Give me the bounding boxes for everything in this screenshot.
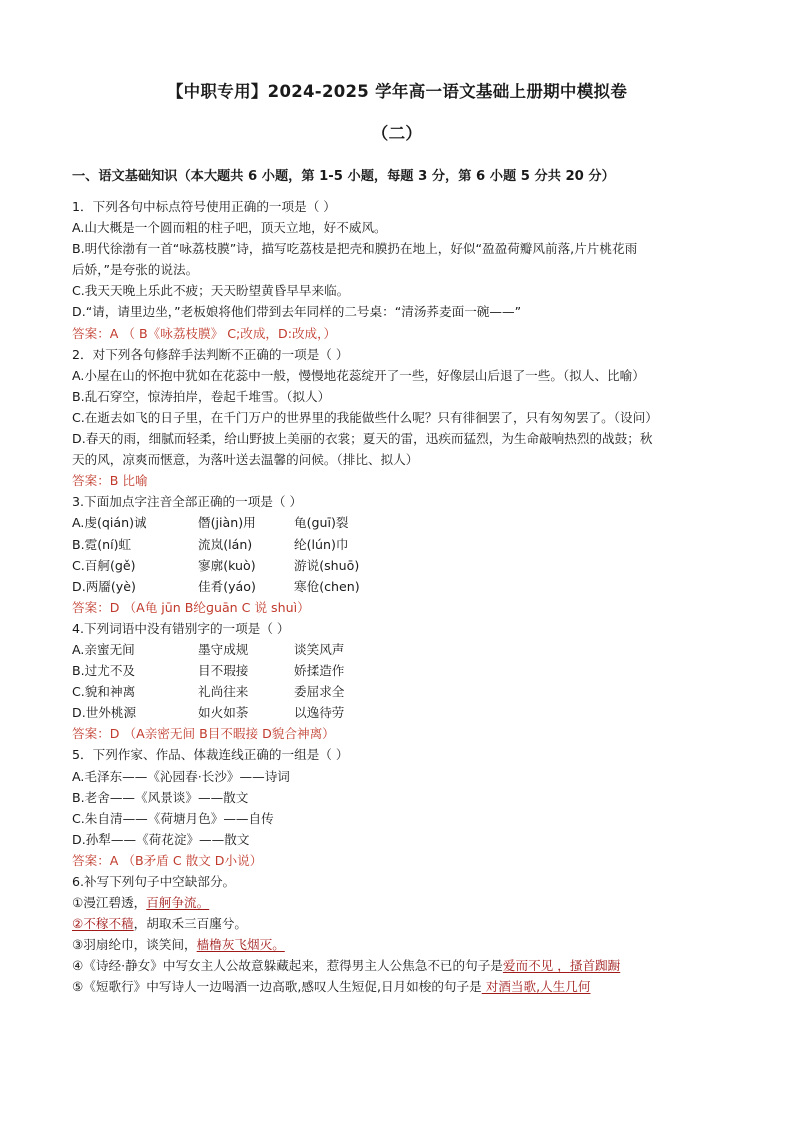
option-word: 纶(lún)巾	[294, 536, 349, 552]
section-heading: 一、语文基础知识（本大题共 6 小题，第 1-5 小题，每题 3 分，第 6 小题 5 分共 20 分）	[72, 169, 615, 184]
option-word: B.过尤不及	[72, 663, 136, 679]
option-word: 寒伧(chen)	[294, 578, 360, 594]
question-6-stem: 6.补写下列句子中空缺部分。	[72, 874, 236, 889]
fill-prompt: ，胡取禾三百廛兮。	[133, 916, 248, 932]
option-word: 游说(shuō)	[294, 557, 360, 573]
fill-prompt: ⑤《短歌行》中写诗人一边喝酒一边高歌,感叹人生短促,日月如梭的句子是	[72, 979, 482, 995]
option-word: 僭(jiàn)用	[198, 515, 256, 531]
option-word: D.两靥(yè)	[72, 578, 136, 594]
question-1-option-d: D.“请，请里边坐，”老板娘将他们带到去年同样的二号桌：“清汤荞麦面一碗——”	[72, 304, 522, 320]
question-3-stem: 3.下面加点字注音全部正确的一项是（ ）	[72, 494, 303, 510]
question-1-answer: 答案：A （ B《咏荔枝膜》 C;改成，D:改成，）	[72, 325, 337, 341]
fill-answer: 樯橹灰飞烟灭。	[196, 937, 285, 953]
fill-answer: 对酒当歌,人生几何	[481, 979, 591, 995]
option-word: A.亲蜜无间	[72, 641, 135, 657]
option-word: 如火如荼	[198, 705, 249, 721]
option-word: 佳肴(yáo)	[198, 578, 256, 594]
question-4-answer: 答案：D （A亲密无间 B目不暇接 D貌合神离）	[72, 726, 335, 742]
question-3-option-d	[72, 576, 732, 597]
fill-line-5	[72, 976, 732, 997]
question-3-option-b	[72, 534, 732, 555]
page-subtitle: （二）	[371, 124, 423, 143]
question-2-option-d: D.春天的雨，细腻而轻柔，给山野披上美丽的衣裳；夏天的雷，迅疾而猛烈，为生命敲响热烈的战鼓；秋	[72, 431, 653, 447]
option-word: C.貌和神离	[72, 684, 136, 700]
question-2-option-a: A.小屋在山的怀抱中犹如在花蕊中一般，慢慢地花蕊绽开了一些，好像层山后退了一些。（拟人、比喻）	[72, 367, 645, 383]
fill-line-3	[72, 934, 732, 955]
question-2-option-c: C.在逝去如飞的日子里，在千门万户的世界里的我能做些什么呢？只有徘徊罢了，只有匆匆罢了。（设问）	[72, 409, 658, 425]
fill-prompt: ④《诗经·静女》中写女主人公故意躲藏起来，惹得男主人公焦急不已的句子是	[72, 958, 503, 974]
option-word: 以逸待劳	[294, 705, 345, 721]
fill-answer: 爱而不见 ，搔首踟蹰	[502, 958, 621, 974]
fill-line-4	[72, 955, 732, 976]
question-5-option-a: A.毛泽东——《沁园春·长沙》——诗词	[72, 768, 290, 784]
question-3-answer: 答案：D （A龟 jūn B纶ɡuān C 说 shuì）	[72, 599, 310, 615]
option-word: 龟(guī)裂	[294, 515, 349, 531]
question-4-option-c	[72, 681, 732, 702]
question-5-option-c: C.朱自清——《荷塘月色》——自传	[72, 810, 274, 826]
question-2-answer: 答案：B 比喻	[72, 473, 148, 489]
fill-answer: 百舸争流。	[146, 895, 210, 911]
question-5-option-b: B.老舍——《风景谈》——散文	[72, 789, 249, 805]
option-word: 委屈求全	[294, 684, 345, 700]
fill-prompt: ③羽扇纶巾，谈笑间，	[72, 937, 197, 953]
questions	[72, 196, 732, 998]
question-3-option-c	[72, 555, 732, 576]
fill-line-1	[72, 892, 732, 913]
option-word: 寥廓(kuò)	[198, 557, 256, 573]
fill-line-2	[72, 913, 732, 934]
option-word: 娇揉造作	[294, 663, 345, 679]
option-word: 墨守成规	[198, 641, 249, 657]
question-1-option-b-cont: 后娇，”是夸张的说法。	[72, 262, 199, 278]
option-word: C.百舸(gě)	[72, 557, 136, 573]
question-5-answer: 答案：A （B矛盾 C 散文 D小说）	[72, 852, 263, 868]
question-4-option-a	[72, 639, 732, 660]
question-4-option-d	[72, 702, 732, 723]
question-4-option-b	[72, 660, 732, 681]
question-2-option-d-cont: 天的风，凉爽而惬意，为落叶送去温馨的问候。（排比、拟人）	[72, 452, 419, 468]
question-2-stem: 2．对下列各句修辞手法判断不正确的一项是（ ）	[72, 346, 349, 362]
question-1-option-b: B.明代徐渤有一首“咏荔枝膜”诗，描写吃荔枝是把壳和膜扔在地上，好似“盈盈荷瓣风前落,片片桃花雨	[72, 241, 638, 257]
option-word: B.霓(ní)虹	[72, 536, 132, 552]
question-5-stem: 5．下列作家、作品、体裁连线正确的一组是（ ）	[72, 747, 349, 763]
fill-prompt: ①漫江碧透，	[72, 895, 147, 911]
option-word: A.虔(qián)诚	[72, 515, 147, 531]
question-1-option-c: C.我天天晚上乐此不疲；天天盼望黄昏早早来临。	[72, 283, 350, 299]
question-5-option-d: D.孙犁——《荷花淀》——散文	[72, 831, 250, 847]
question-3-option-a	[72, 512, 732, 533]
option-word: 礼尚往来	[198, 684, 249, 700]
question-1-stem: 1．下列各句中标点符号使用正确的一项是（ ）	[72, 199, 336, 214]
question-2-option-b: B.乱石穿空，惊涛拍岸，卷起千堆雪。（拟人）	[72, 388, 331, 404]
question-4-stem: 4.下列词语中没有错别字的一项是（ ）	[72, 620, 290, 636]
option-word: 流岚(lán)	[198, 536, 253, 552]
option-word: D.世外桃源	[72, 705, 137, 721]
fill-answer: ②不稼不穑	[72, 916, 134, 932]
option-word: 目不瑕接	[198, 663, 249, 679]
page-title: 【中职专用】2024-2025 学年高一语文基础上册期中模拟卷	[166, 82, 628, 101]
option-word: 谈笑风声	[294, 641, 345, 657]
question-1-option-a: A.山大概是一个圆而粗的柱子吧，顶天立地，好不威风。	[72, 220, 387, 236]
